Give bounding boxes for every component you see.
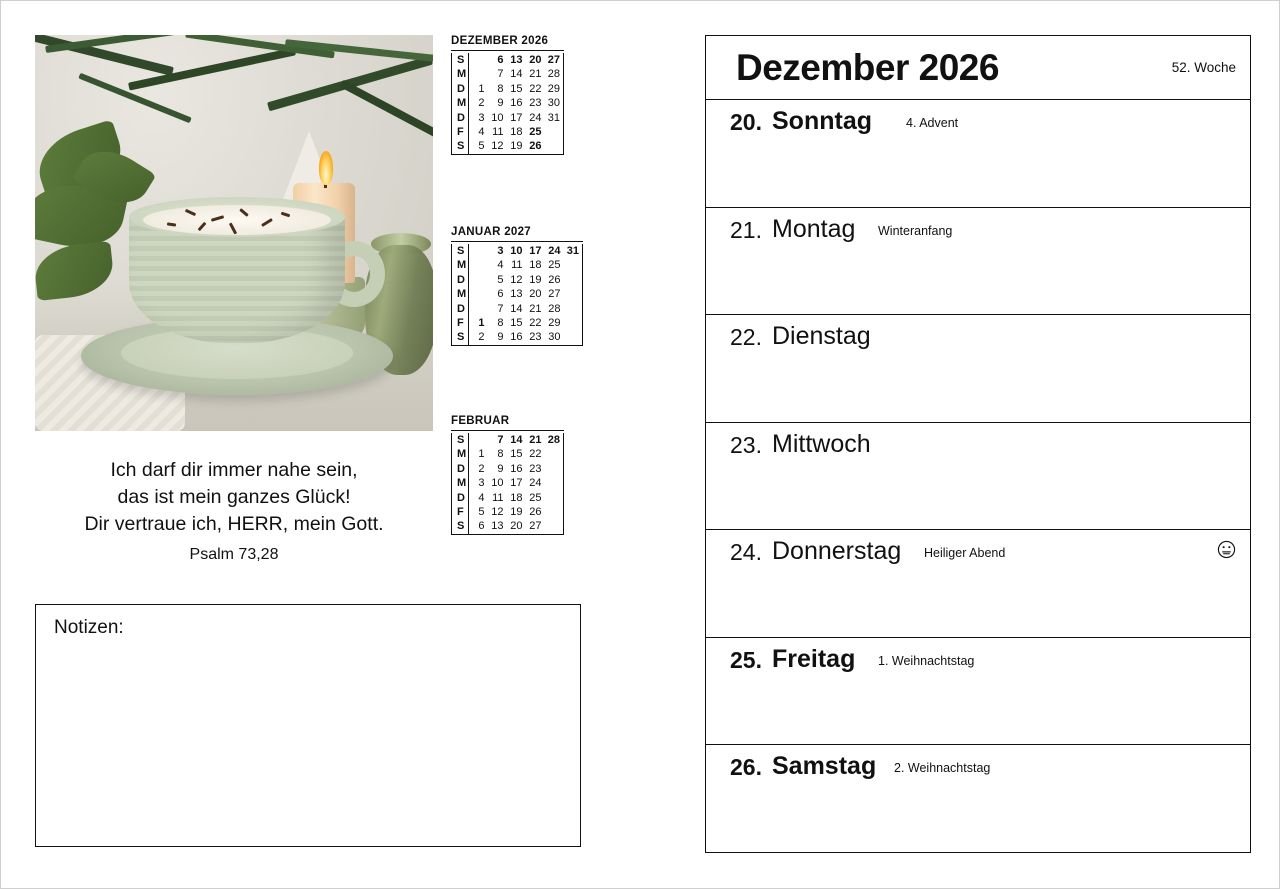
mini-calendar-date [469, 53, 488, 67]
mini-calendar-februar [451, 415, 564, 535]
mini-calendar-daylabel: D [452, 111, 469, 125]
mini-calendar-date: 2 [478, 97, 485, 110]
mini-calendar-date: 12 [491, 506, 504, 519]
mini-calendar-date: 30 [548, 331, 561, 344]
left-page [1, 1, 641, 889]
mini-calendar-grid [451, 244, 583, 346]
mini-calendar-date: 9 [497, 97, 504, 110]
mini-calendar-date: 23 [529, 462, 542, 475]
mini-calendar-date [564, 316, 583, 330]
day-note: 1. Weihnachtstag [878, 653, 975, 668]
day-row[interactable] [706, 745, 1250, 853]
mini-calendar-daylabel: S [452, 244, 469, 258]
day-row[interactable] [706, 530, 1250, 638]
mini-calendar-date [545, 462, 564, 476]
mini-calendar-date: 14 [510, 302, 523, 315]
mini-calendar-date: 4 [478, 491, 485, 504]
mini-calendar-daylabel: M [452, 67, 469, 81]
mini-calendar-date: 19 [510, 506, 523, 519]
mini-calendar-row [452, 96, 564, 110]
mini-calendar-date: 31 [566, 245, 579, 257]
mini-calendar-daylabel: S [452, 330, 469, 345]
mini-calendar-date: 28 [548, 302, 561, 315]
mini-calendar-date: 17 [510, 111, 523, 124]
mini-calendar-row [452, 82, 564, 96]
mini-calendar-date: 21 [529, 68, 542, 81]
mini-calendar-date: 3 [478, 477, 485, 490]
mini-calendar-date: 6 [497, 288, 504, 301]
mini-calendar-daylabel: F [452, 125, 469, 139]
mini-calendar-date: 4 [478, 126, 485, 139]
day-number: 21. [730, 216, 762, 243]
mini-calendar-date: 20 [529, 54, 542, 66]
mini-calendar-row [452, 519, 564, 534]
mini-calendar-title: DEZEMBER 2026 [451, 35, 564, 51]
mini-calendar-row [452, 53, 564, 67]
mini-calendar-date: 31 [547, 111, 560, 124]
day-number: 25. [730, 646, 762, 673]
mini-calendar-row [452, 433, 564, 447]
mini-calendar-row [452, 111, 564, 125]
week-page [705, 35, 1251, 853]
mini-calendar-date [545, 491, 564, 505]
day-row[interactable] [706, 638, 1250, 746]
day-name: Freitag [772, 644, 856, 673]
mini-calendar-date: 28 [547, 434, 560, 446]
day-number: 20. [730, 109, 762, 135]
day-name: Donnerstag [772, 537, 902, 565]
mini-calendar-date [469, 433, 488, 447]
mini-calendar-date [564, 287, 583, 301]
mini-calendar-row [452, 67, 564, 81]
mini-calendar-date [564, 258, 583, 272]
mini-calendar-date: 14 [510, 68, 523, 81]
mini-calendar-date [469, 273, 488, 287]
mini-calendar-date: 3 [497, 245, 504, 257]
mini-calendar-row [452, 258, 583, 272]
mini-calendar-date: 30 [547, 97, 560, 110]
mini-calendar-row [452, 316, 583, 330]
day-number: 24. [730, 539, 762, 565]
mini-calendar-date: 3 [478, 111, 485, 124]
day-name: Sonntag [772, 107, 872, 135]
mini-calendar-date: 13 [510, 288, 523, 301]
mini-calendar-date [545, 447, 564, 461]
mini-calendar-date: 19 [529, 273, 542, 286]
day-note: Winteranfang [878, 223, 953, 238]
mini-calendar-grid [451, 433, 564, 535]
day-name: Montag [772, 214, 856, 243]
mini-calendar-date [469, 67, 488, 81]
mini-calendar-date [545, 476, 564, 490]
mini-calendar-row [452, 476, 564, 490]
day-note: 2. Weihnachtstag [894, 761, 991, 775]
mini-calendar-row [452, 125, 564, 139]
notes-box[interactable] [35, 604, 581, 847]
mini-calendar-daylabel: S [452, 519, 469, 534]
mini-calendar-date: 10 [491, 477, 504, 490]
day-rows [706, 100, 1250, 853]
mini-calendar-date: 9 [497, 462, 504, 475]
mini-calendar-date: 27 [548, 288, 561, 301]
mini-calendar-date: 16 [510, 462, 523, 475]
day-number: 23. [730, 431, 762, 458]
mini-calendar-date: 12 [491, 140, 504, 153]
mini-calendar-date: 8 [497, 448, 504, 461]
christmas-photo [35, 35, 433, 431]
mini-calendar-date: 29 [547, 82, 560, 95]
day-row[interactable] [706, 315, 1250, 423]
mini-calendar-grid [451, 53, 564, 155]
day-number: 26. [730, 754, 762, 780]
candle-flame [319, 151, 333, 185]
mini-calendar-date: 18 [529, 259, 542, 272]
mini-calendar-date: 25 [529, 491, 542, 504]
mini-calendar-date: 24 [529, 477, 542, 490]
mini-calendar-date [564, 330, 583, 345]
verse-reference: Psalm 73,28 [189, 546, 279, 563]
mini-calendar-row [452, 447, 564, 461]
mini-calendar-date: 24 [548, 245, 561, 257]
mini-calendar-date [469, 244, 488, 258]
mini-calendar-date: 5 [497, 273, 504, 286]
mini-calendar-date: 20 [510, 520, 523, 533]
week-header [706, 36, 1250, 100]
day-note: 4. Advent [906, 116, 959, 130]
mini-calendar-date: 13 [510, 54, 523, 66]
mini-calendar-date: 10 [491, 111, 504, 124]
mini-calendar-date: 5 [478, 140, 485, 153]
mini-calendar-title: FEBRUAR [451, 415, 564, 431]
mini-calendar-date: 2 [478, 462, 485, 475]
mini-calendar-row [452, 330, 583, 345]
mini-calendar-date: 20 [529, 288, 542, 301]
mini-calendar-date: 8 [497, 317, 504, 330]
mini-calendar-date: 27 [529, 520, 542, 533]
mini-calendar-date [545, 505, 564, 519]
mini-calendar-date [564, 302, 583, 316]
mini-calendar-date: 1 [478, 82, 485, 95]
mini-calendar-daylabel: D [452, 273, 469, 287]
mini-calendar-date: 1 [478, 448, 485, 461]
mini-calendar-date: 6 [497, 54, 504, 66]
mini-calendar-daylabel: S [452, 433, 469, 447]
mini-calendar-row [452, 273, 583, 287]
mini-calendar-daylabel: M [452, 476, 469, 490]
mini-calendar-date [469, 302, 488, 316]
mini-calendar-daylabel: D [452, 491, 469, 505]
mini-calendar-row [452, 302, 583, 316]
mini-calendar-date: 15 [510, 448, 523, 461]
mini-calendar-date: 19 [510, 140, 523, 153]
mini-calendar-row [452, 244, 583, 258]
mini-calendar-date [545, 139, 564, 154]
mini-calendar-date: 18 [510, 126, 523, 139]
milk-foam [143, 205, 331, 235]
mini-calendar-date: 17 [529, 245, 542, 257]
mini-calendar-date: 7 [497, 434, 504, 446]
mini-calendar-date: 26 [529, 140, 542, 153]
mini-calendar-date: 26 [548, 273, 561, 286]
day-number: 22. [730, 324, 762, 350]
mini-calendar-date: 25 [548, 259, 561, 272]
day-name: Samstag [772, 752, 877, 780]
moon-phase-icon [1217, 540, 1236, 559]
week-number: 52. Woche [1171, 60, 1236, 75]
mini-calendar-date: 11 [492, 126, 504, 139]
mini-calendar-date: 21 [529, 302, 542, 315]
mini-calendar-date: 26 [529, 506, 542, 519]
mini-calendar-date: 22 [529, 82, 542, 95]
mini-calendar-date [564, 273, 583, 287]
mini-calendar-date: 24 [529, 111, 542, 124]
mini-calendar-row [452, 139, 564, 154]
mini-calendar-date: 5 [478, 506, 485, 519]
mini-calendar-row [452, 462, 564, 476]
mini-calendar-date: 29 [548, 317, 561, 330]
mini-calendar-date: 25 [529, 126, 542, 139]
mini-calendar-date: 9 [497, 331, 504, 344]
mini-calendar-date: 11 [492, 491, 504, 504]
day-row[interactable] [706, 100, 1250, 208]
mini-calendar-daylabel: M [452, 447, 469, 461]
day-name: Dienstag [772, 322, 871, 350]
verse-line-1: Ich darf dir immer nahe sein, [110, 459, 358, 481]
verse-line-3: Dir vertraue ich, HERR, mein Gott. [84, 513, 384, 535]
mini-calendar-date: 23 [529, 331, 542, 344]
day-row[interactable] [706, 423, 1250, 531]
mini-calendar-date: 13 [491, 520, 504, 533]
mini-calendar-date: 7 [497, 68, 504, 81]
mini-calendar-date: 28 [547, 68, 560, 81]
mini-calendar-date: 18 [510, 491, 523, 504]
mini-calendar-date: 10 [510, 245, 523, 257]
mini-calendar-date: 22 [529, 317, 542, 330]
mini-calendar-daylabel: M [452, 258, 469, 272]
mini-calendar-row [452, 287, 583, 301]
mini-calendar-daylabel: F [452, 316, 469, 330]
mini-calendar-row [452, 505, 564, 519]
mini-calendar-title: JANUAR 2027 [451, 226, 583, 242]
mini-calendar-date: 14 [510, 434, 523, 446]
day-note: Heiliger Abend [924, 546, 1006, 560]
mini-calendar-date: 16 [510, 97, 523, 110]
mini-calendar-date: 7 [497, 302, 504, 315]
bible-verse [35, 457, 433, 538]
mini-calendar-dezember-2026 [451, 35, 564, 155]
mini-calendar-daylabel: F [452, 505, 469, 519]
mini-calendar-daylabel: M [452, 287, 469, 301]
mini-calendar-date: 4 [497, 259, 504, 272]
mini-calendar-daylabel: S [452, 139, 469, 154]
mini-calendar-januar-2027 [451, 226, 583, 346]
mini-calendar-date [469, 258, 488, 272]
mini-calendar-date [545, 519, 564, 534]
mini-calendar-date: 6 [478, 520, 485, 533]
mini-calendar-daylabel: M [452, 96, 469, 110]
mini-calendar-row [452, 491, 564, 505]
mini-calendar-date: 23 [529, 97, 542, 110]
mini-calendar-date: 17 [510, 477, 523, 490]
mini-calendar-daylabel: D [452, 82, 469, 96]
mini-calendar-date: 2 [478, 331, 485, 344]
mini-calendar-date: 21 [529, 434, 542, 446]
mini-calendar-date: 15 [510, 82, 523, 95]
mini-calendar-date: 12 [510, 273, 523, 286]
day-row[interactable] [706, 208, 1250, 316]
mini-calendar-date: 8 [497, 82, 504, 95]
mini-calendar-date: 1 [478, 317, 485, 330]
mini-calendar-date: 15 [510, 317, 523, 330]
mini-calendar-daylabel: D [452, 302, 469, 316]
month-title: Dezember 2026 [736, 47, 999, 88]
mini-calendar-daylabel: D [452, 462, 469, 476]
day-name: Mittwoch [772, 429, 871, 458]
mini-calendar-date [469, 287, 488, 301]
mini-calendar-date: 11 [511, 259, 523, 272]
mini-calendar-date: 16 [510, 331, 523, 344]
mini-calendar-date: 27 [547, 54, 560, 66]
notes-label: Notizen: [54, 617, 124, 638]
mini-calendar-date: 22 [529, 448, 542, 461]
verse-line-2: das ist mein ganzes Glück! [117, 486, 351, 508]
mini-calendar-date [545, 125, 564, 139]
mini-calendar-daylabel: S [452, 53, 469, 67]
